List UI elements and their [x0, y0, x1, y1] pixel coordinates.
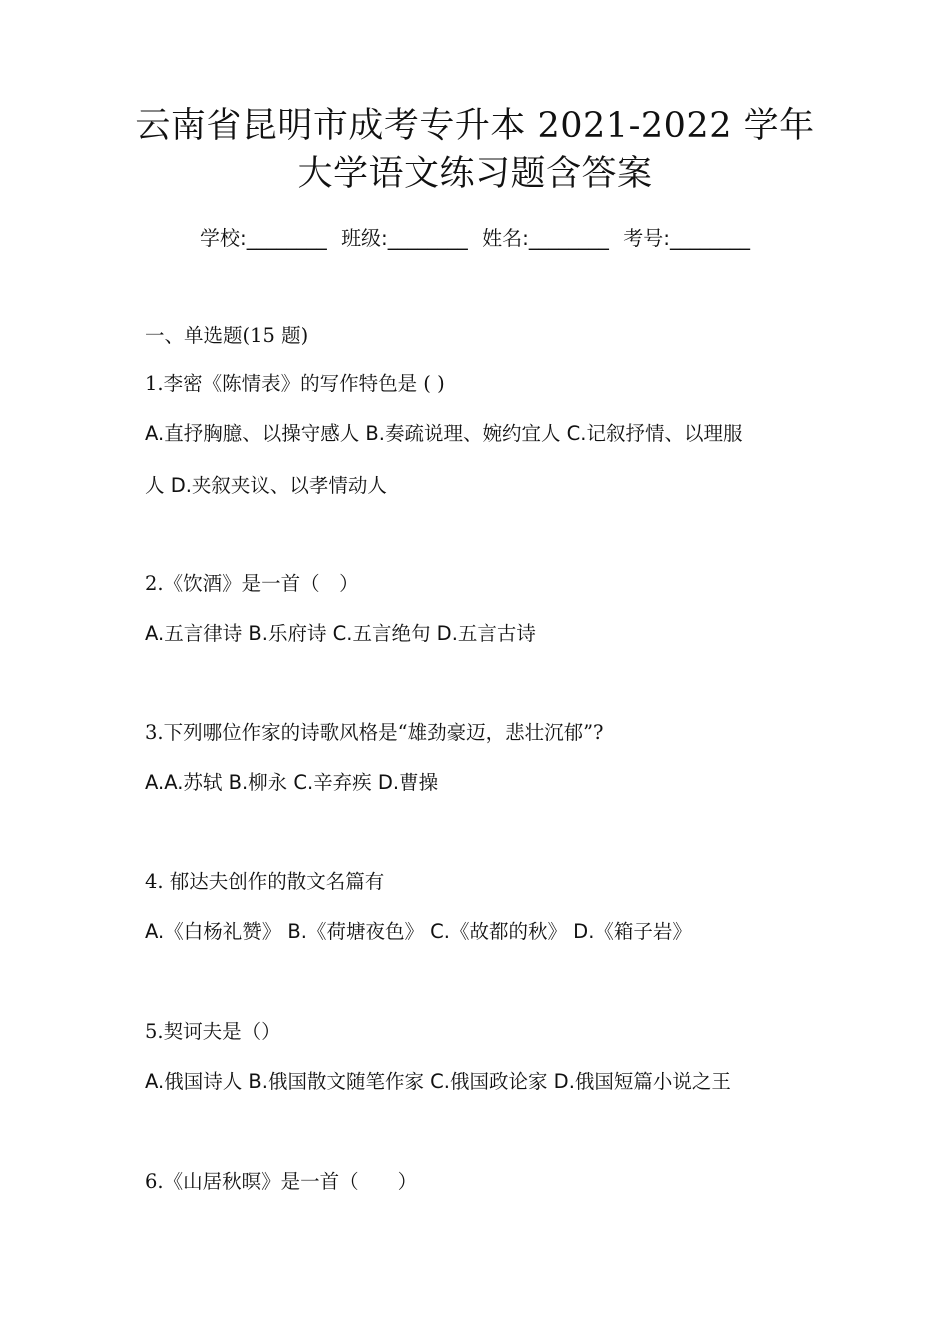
question-1-options-line2: 人 D.夹叙夹议、以孝情动人: [145, 474, 387, 497]
question-1-stem: 1.李密《陈情表》的写作特色是 ( ): [145, 372, 445, 395]
question-3-options: A.A.苏轼 B.柳永 C.辛弃疾 D.曹操: [145, 771, 439, 794]
document-title-line2: 大学语文练习题含答案: [297, 154, 653, 194]
document-title-line1: 云南省昆明市成考专升本 2021-2022 学年: [135, 106, 815, 146]
question-2-stem: 2.《饮酒》是一首（ ）: [145, 572, 359, 595]
exam-number-field: 考号:________: [623, 226, 751, 250]
question-6-stem: 6.《山居秋暝》是一首（ ）: [145, 1170, 418, 1193]
name-field: 姓名:________: [482, 226, 609, 250]
question-5-options: A.俄国诗人 B.俄国散文随笔作家 C.俄国政论家 D.俄国短篇小说之王: [145, 1070, 731, 1093]
question-4-options: A.《白杨礼赞》 B.《荷塘夜色》 C.《故都的秋》 D.《箱子岩》: [145, 920, 692, 943]
section-heading: 一、单选题(15 题): [145, 324, 309, 347]
question-1-options-line1: A.直抒胸臆、以操守感人 B.奏疏说理、婉约宜人 C.记叙抒情、以理服: [145, 422, 743, 445]
student-info-row: [0, 224, 950, 252]
school-field: 学校:________: [199, 226, 327, 250]
question-5-stem: 5.契诃夫是（）: [145, 1020, 281, 1043]
question-2-options: A.五言律诗 B.乐府诗 C.五言绝句 D.五言古诗: [145, 622, 536, 645]
question-4-stem: 4. 郁达夫创作的散文名篇有: [145, 870, 385, 893]
class-field: 班级:________: [341, 226, 468, 250]
question-3-stem: 3.下列哪位作家的诗歌风格是“雄劲豪迈，悲壮沉郁”?: [145, 721, 604, 744]
